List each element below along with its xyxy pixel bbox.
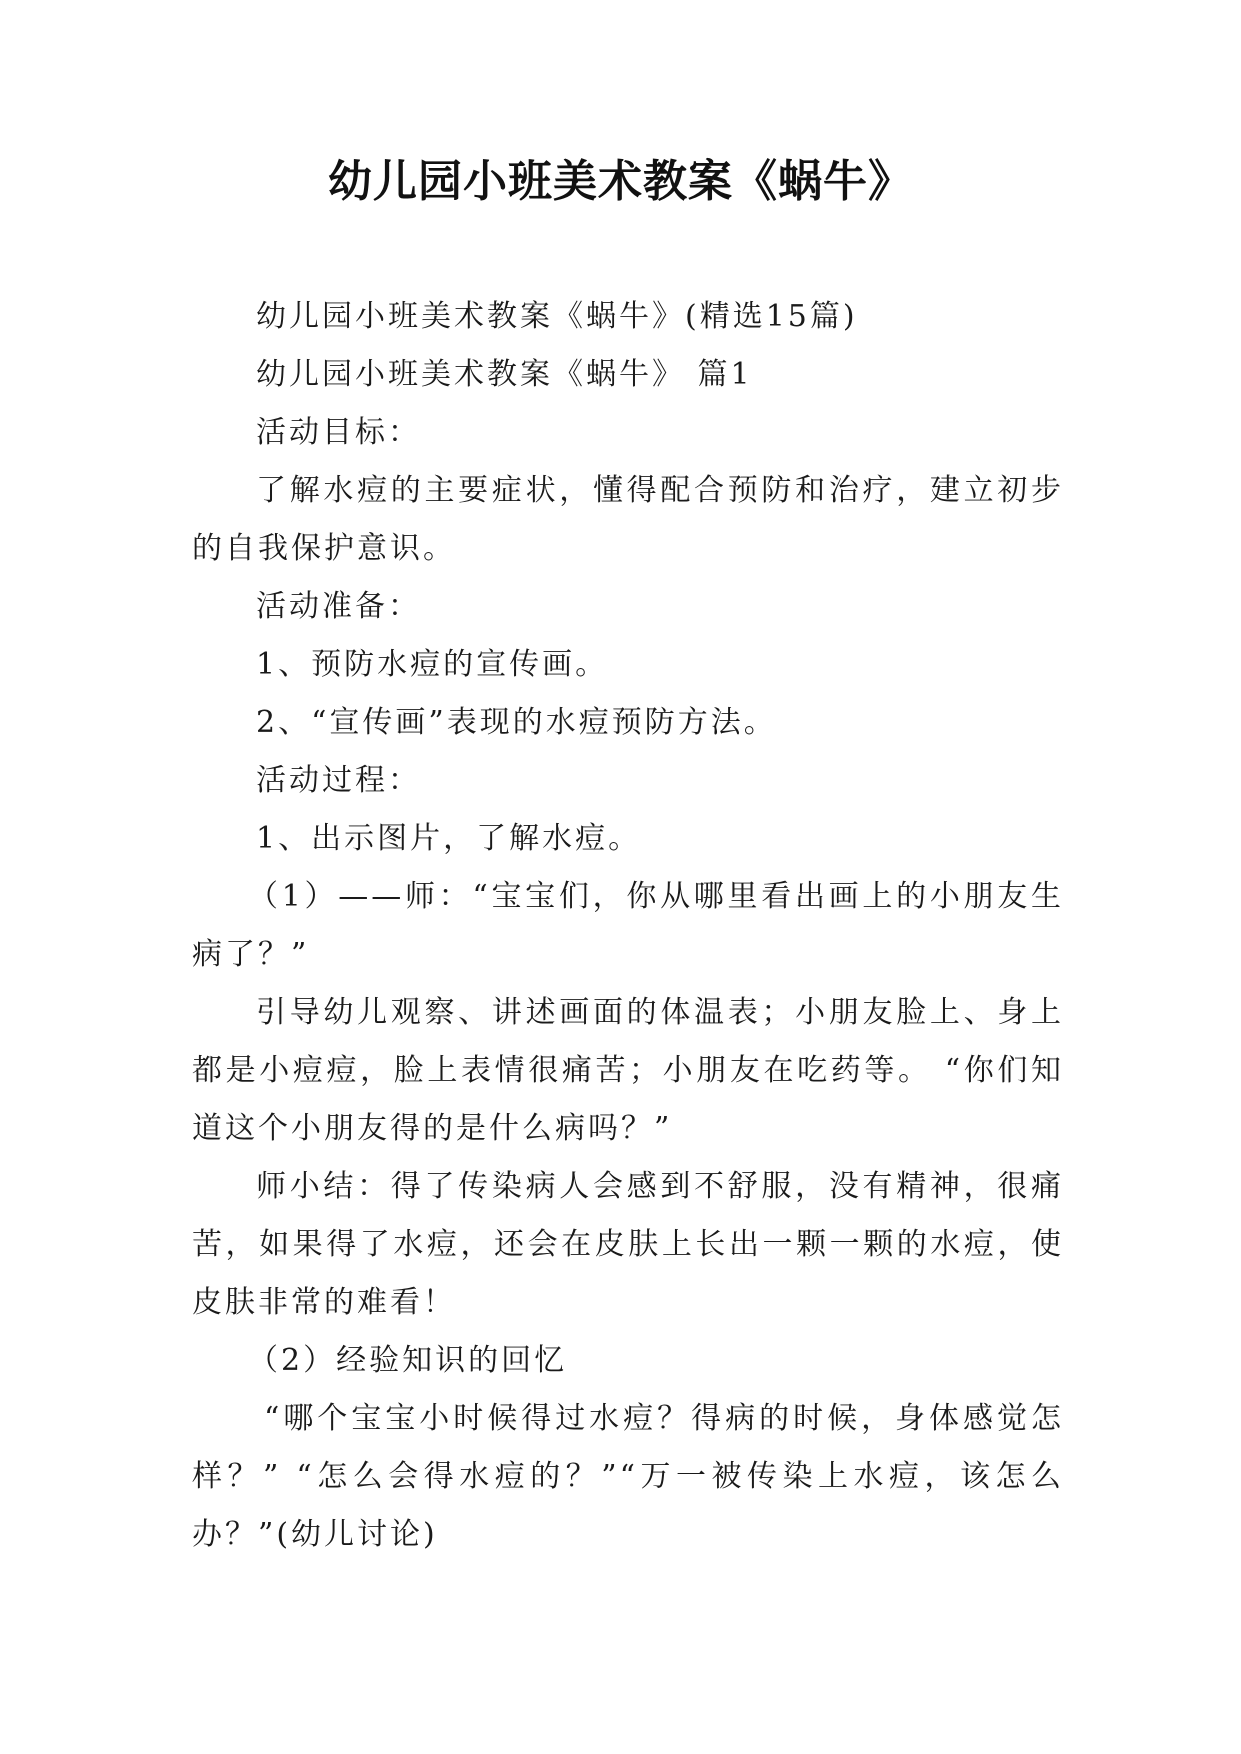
paragraph-process-question-2: （2）经验知识的回忆 [248, 1343, 568, 1378]
paragraph-process-step-1: 1、出示图片，了解水痘。 [256, 821, 642, 856]
document-title: 幼儿园小班美术教案《蜗牛》 [328, 156, 913, 207]
paragraph-discussion-questions: “哪个宝宝小时候得过水痘？得病的时候，身体感觉怎样？” “怎么会得水痘的？”“万一被传染上水痘，该怎么办？”(幼儿讨论) [192, 1401, 1064, 1552]
paragraph-goal-heading: 活动目标： [256, 415, 421, 450]
paragraph-prep-item-1: 1、预防水痘的宣传画。 [256, 647, 609, 682]
paragraph-guide-observation: 引导幼儿观察、讲述画面的体温表；小朋友脸上、身上都是小痘痘，脸上表情很痛苦；小朋友在吃药等。 “你们知道这个小朋友得的是什么病吗？” [192, 995, 1064, 1146]
paragraph-section-heading: 幼儿园小班美术教案《蜗牛》 篇1 [256, 357, 753, 392]
paragraph-process-heading: 活动过程： [256, 763, 421, 798]
paragraph-process-question-1: （1）——师：“宝宝们，你从哪里看出画上的小朋友生病了？” [192, 879, 1064, 972]
paragraph-prep-heading: 活动准备： [256, 589, 421, 624]
paragraph-subtitle: 幼儿园小班美术教案《蜗牛》(精选15篇) [256, 299, 858, 334]
document-body [192, 288, 1064, 1564]
paragraph-goal-text: 了解水痘的主要症状，懂得配合预防和治疗，建立初步的自我保护意识。 [192, 473, 1064, 566]
paragraph-prep-item-2: 2、“宣传画”表现的水痘预防方法。 [256, 705, 777, 740]
paragraph-teacher-summary: 师小结：得了传染病人会感到不舒服，没有精神，很痛苦，如果得了水痘，还会在皮肤上长出一颗一颗的水痘，使皮肤非常的难看！ [192, 1169, 1064, 1320]
